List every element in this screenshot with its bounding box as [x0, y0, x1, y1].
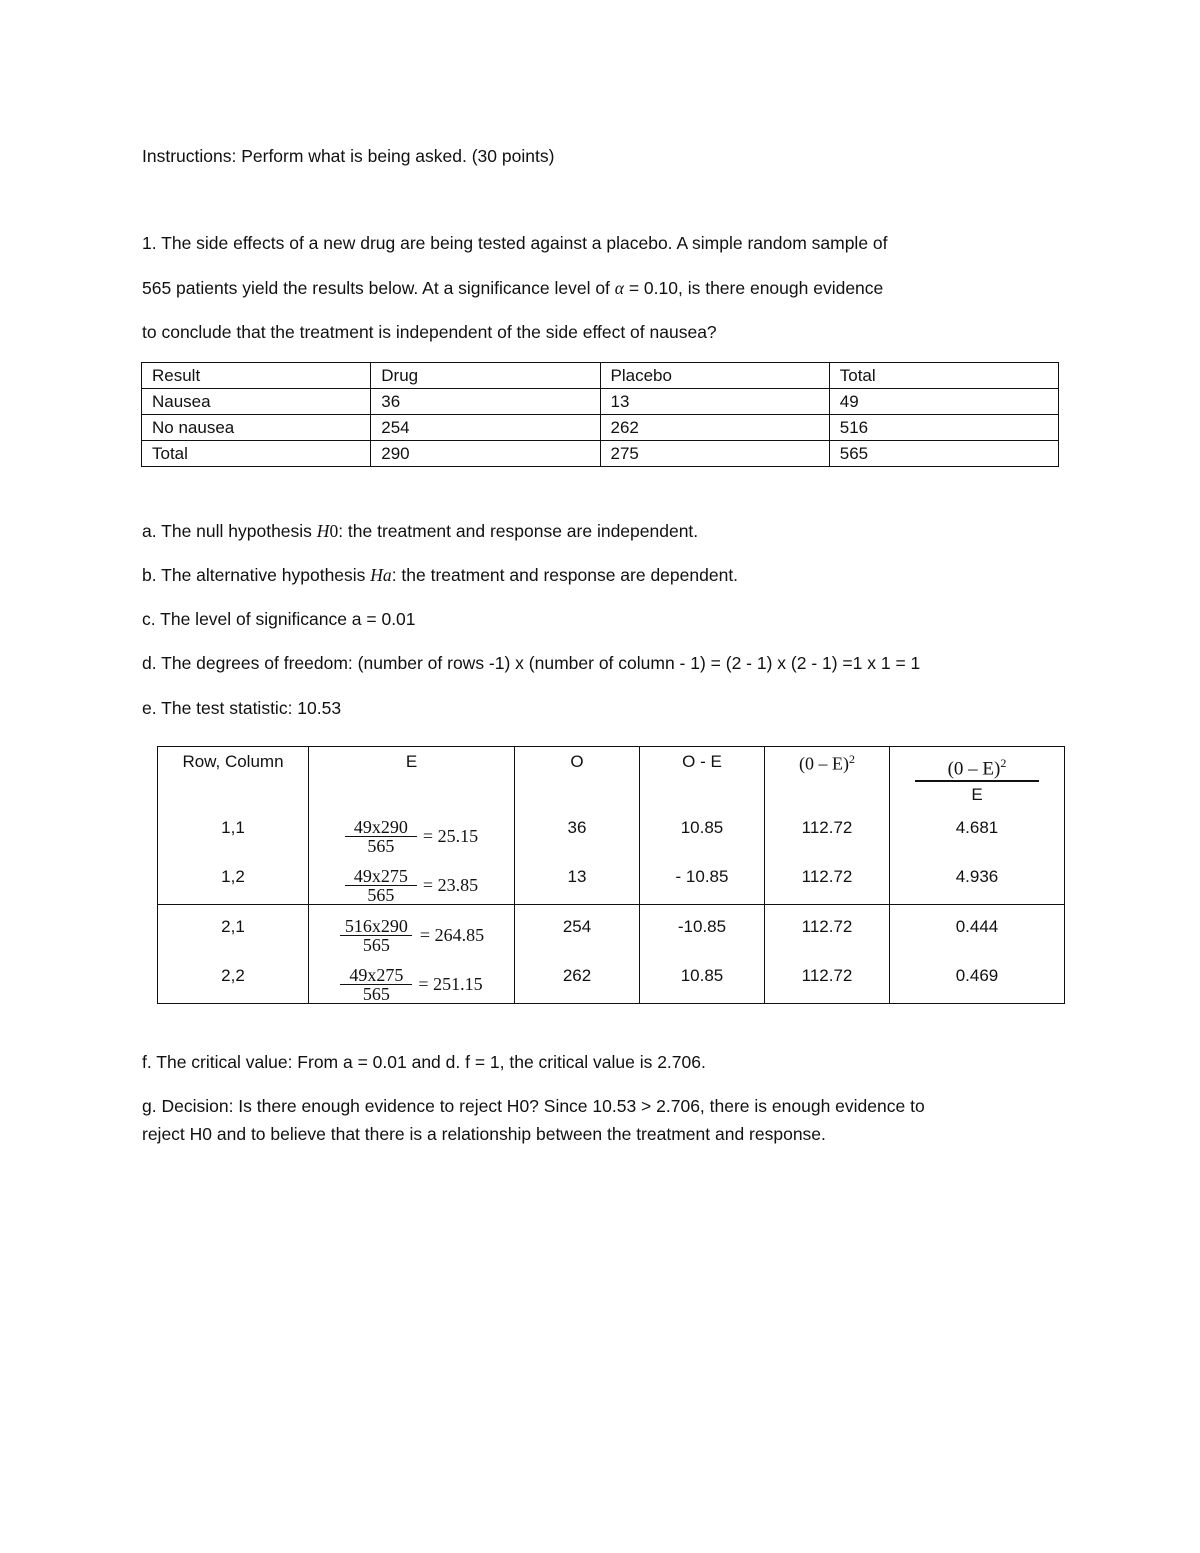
cell: No nausea: [142, 415, 371, 441]
squared-base: (0 – E): [799, 753, 849, 774]
cell: Total: [142, 441, 371, 467]
chi-header-row: [158, 747, 1065, 807]
fraction: [345, 818, 417, 855]
cell: 254: [371, 415, 600, 441]
expected-formula: [345, 818, 478, 855]
numerator: 516x290: [344, 916, 408, 937]
expected-formula: [340, 966, 482, 1003]
cell-rc: 1,2: [158, 855, 309, 905]
denominator: 565: [345, 885, 417, 904]
ratio-base: (0 – E): [947, 758, 1001, 780]
cell-o-minus-e: 10.85: [640, 954, 765, 1004]
header-drug: Drug: [371, 363, 600, 389]
cell: 290: [371, 441, 600, 467]
denominator: 565: [340, 935, 412, 954]
expected-formula: [339, 917, 484, 954]
expected-value: = 23.85: [422, 875, 479, 896]
expected-value: = 251.15: [418, 974, 483, 995]
fraction: [340, 966, 412, 1003]
cell-squared: 112.72: [765, 905, 890, 955]
question-line-2b: = 0.10, is there enough evidence: [623, 278, 884, 298]
header-o-minus-e: O - E: [640, 747, 765, 807]
table-row: [142, 389, 1059, 415]
step-b: [142, 565, 738, 586]
ratio-fraction: [915, 752, 1039, 806]
numerator: 49x275: [353, 866, 408, 887]
cell-o-minus-e: - 10.85: [640, 855, 765, 905]
expected-formula: [345, 867, 478, 904]
cell: 275: [600, 441, 829, 467]
cell: 262: [600, 415, 829, 441]
cell-o-minus-e: -10.85: [640, 905, 765, 955]
cell-rc: 1,1: [158, 806, 309, 855]
cell: 565: [829, 441, 1058, 467]
cell: Nausea: [142, 389, 371, 415]
contingency-header-row: [142, 363, 1059, 389]
fraction: [345, 867, 417, 904]
contingency-table: [141, 362, 1059, 467]
cell: 49: [829, 389, 1058, 415]
cell-squared: 112.72: [765, 806, 890, 855]
table-row: [158, 905, 1065, 955]
header-expected: E: [309, 747, 515, 807]
cell: 516: [829, 415, 1058, 441]
ratio-denominator: E: [971, 785, 983, 805]
cell-observed: 254: [515, 905, 640, 955]
cell: 36: [371, 389, 600, 415]
alpha-symbol: α: [614, 278, 624, 298]
question-line-2: [142, 278, 883, 299]
step-a: [142, 521, 698, 542]
header-result: Result: [142, 363, 371, 389]
header-observed: O: [515, 747, 640, 807]
ratio-exp: 2: [1000, 756, 1007, 770]
question-line-3: to conclude that the treatment is independent of the side effect of nausea?: [142, 322, 717, 342]
cell-rc: 2,1: [158, 905, 309, 955]
h0-subscript: 0: [329, 521, 339, 541]
h0-symbol: H: [316, 521, 330, 541]
header-row-column: Row, Column: [158, 747, 309, 807]
step-b-post: : the treatment and response are dependent.: [391, 565, 739, 585]
step-e: e. The test statistic: 10.53: [142, 698, 342, 718]
step-c: c. The level of significance a = 0.01: [142, 609, 416, 629]
step-g-line-2: reject H0 and to believe that there is a relationship between the treatment and response.: [142, 1124, 826, 1144]
expected-value: = 25.15: [422, 826, 479, 847]
question-line-1: 1. The side effects of a new drug are being tested against a placebo. A simple random sample of: [142, 233, 888, 253]
cell: 13: [600, 389, 829, 415]
step-a-pre: a. The null hypothesis: [142, 521, 317, 541]
step-d: d. The degrees of freedom: (number of rows -1) x (number of column - 1) = (2 - 1) x (2 - 1) =1 x 1 = 1: [142, 653, 921, 673]
cell-observed: 13: [515, 855, 640, 905]
cell-ratio: 0.469: [890, 954, 1065, 1004]
denominator: 565: [345, 836, 417, 855]
header-ratio: [890, 747, 1065, 807]
fraction: [339, 917, 414, 954]
table-row: [142, 441, 1059, 467]
step-f: f. The critical value: From a = 0.01 and d. f = 1, the critical value is 2.706.: [142, 1052, 706, 1072]
cell-observed: 262: [515, 954, 640, 1004]
squared-exp: 2: [848, 752, 855, 766]
cell-squared: 112.72: [765, 855, 890, 905]
cell-rc: 2,2: [158, 954, 309, 1004]
cell-expected: [309, 855, 515, 905]
table-row: [142, 415, 1059, 441]
expected-value: = 264.85: [419, 925, 485, 946]
cell-expected: [309, 806, 515, 855]
header-total: Total: [829, 363, 1058, 389]
numerator: 49x275: [349, 965, 404, 986]
instructions: Instructions: Perform what is being asked. (30 points): [142, 146, 555, 166]
cell-ratio: 4.936: [890, 855, 1065, 905]
table-row: [158, 806, 1065, 855]
header-squared: [765, 747, 890, 807]
step-b-pre: b. The alternative hypothesis: [142, 565, 371, 585]
cell-o-minus-e: 10.85: [640, 806, 765, 855]
question-line-2a: 565 patients yield the results below. At a significance level of: [142, 278, 615, 298]
table-row: [158, 954, 1065, 1004]
chi-square-table: [157, 746, 1065, 1004]
table-row: [158, 855, 1065, 905]
header-placebo: Placebo: [600, 363, 829, 389]
cell-ratio: 0.444: [890, 905, 1065, 955]
ha-symbol: Ha: [370, 565, 392, 585]
cell-expected: [309, 905, 515, 955]
cell-ratio: 4.681: [890, 806, 1065, 855]
cell-expected: [309, 954, 515, 1004]
step-g-line-1: g. Decision: Is there enough evidence to reject H0? Since 10.53 > 2.706, there is enough evidence to: [142, 1096, 925, 1116]
step-a-post: : the treatment and response are independent.: [338, 521, 699, 541]
ratio-numerator: [915, 752, 1039, 782]
numerator: 49x290: [353, 817, 408, 838]
cell-observed: 36: [515, 806, 640, 855]
denominator: 565: [340, 984, 412, 1003]
cell-squared: 112.72: [765, 954, 890, 1004]
